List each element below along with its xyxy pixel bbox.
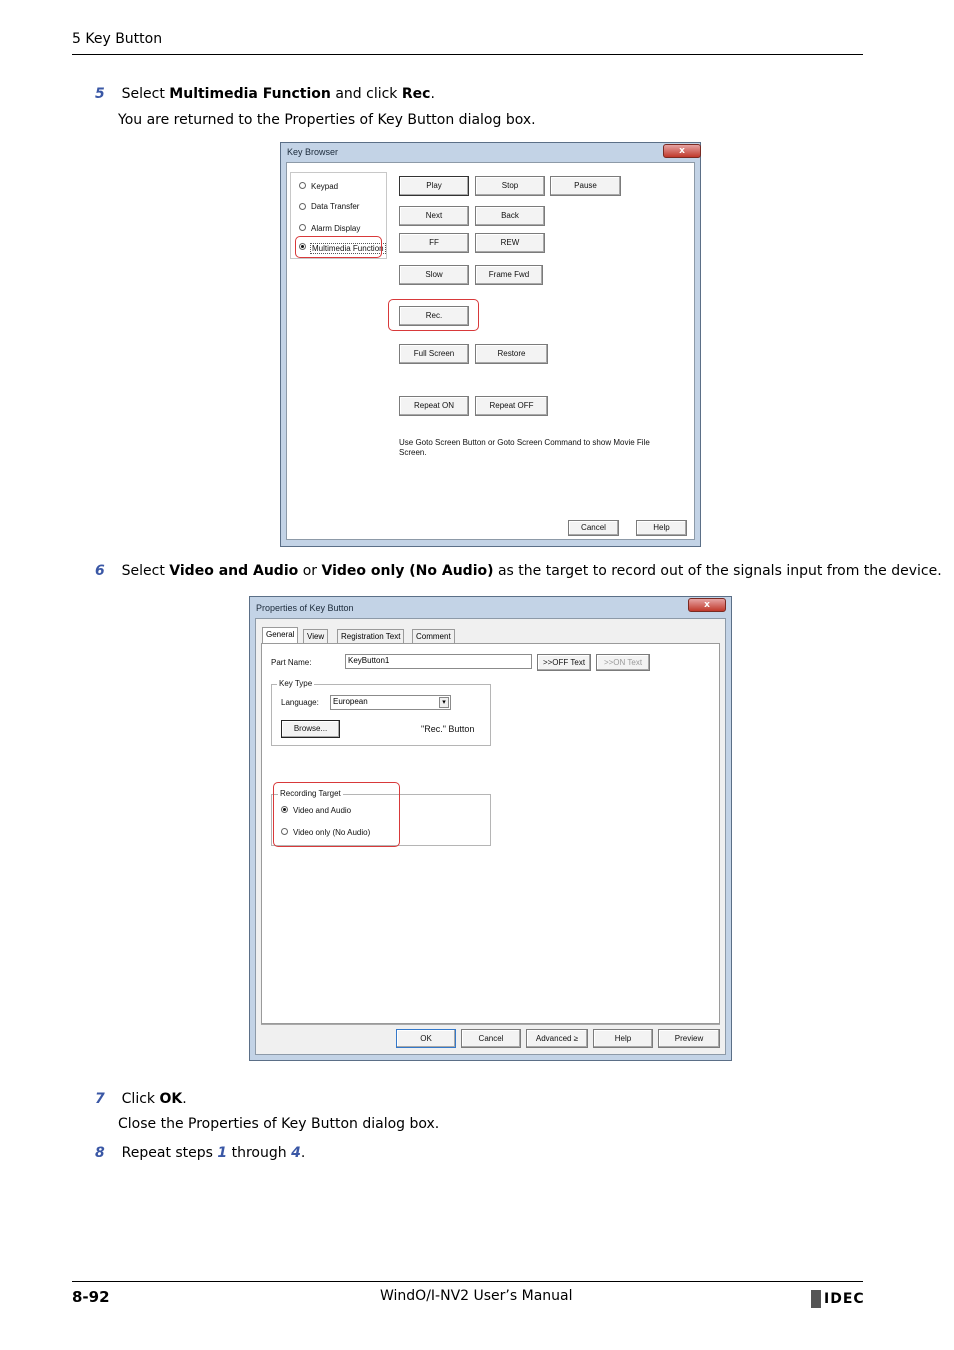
- step-8: [95, 1145, 305, 1161]
- step-bold-text: Multimedia Function: [169, 86, 331, 102]
- category-label: Alarm Display: [311, 224, 361, 233]
- selected-key-name: "Rec.": [421, 724, 446, 734]
- step-bold-text: Rec: [401, 86, 431, 102]
- logo-mark-icon: [811, 1290, 821, 1308]
- step-text: .: [300, 1145, 306, 1161]
- close-icon[interactable]: x: [688, 598, 726, 612]
- step-text: Repeat steps: [121, 1145, 218, 1161]
- play-button[interactable]: Play: [399, 176, 469, 196]
- divider: [261, 1024, 720, 1025]
- step-reference-link[interactable]: 4: [291, 1145, 301, 1161]
- highlight-rec: [388, 299, 479, 331]
- key-type-label: Key Type: [279, 679, 313, 688]
- rew-button[interactable]: REW: [475, 233, 545, 253]
- step-text: Select: [121, 86, 170, 102]
- tab-comment[interactable]: Comment: [412, 629, 455, 643]
- stop-button[interactable]: Stop: [475, 176, 545, 196]
- step-5: [95, 86, 435, 102]
- repeat-on-button[interactable]: Repeat ON: [399, 396, 469, 416]
- category-label: Data Transfer: [311, 202, 360, 211]
- manual-title: WindO/I-NV2 User’s Manual: [380, 1288, 573, 1304]
- step-bold-text: OK: [159, 1091, 183, 1107]
- chevron-down-icon[interactable]: ▾: [439, 697, 449, 708]
- tab-registration-text[interactable]: Registration Text: [337, 629, 404, 643]
- step-number: 7: [95, 1091, 105, 1107]
- step-bold-text: Video only (No Audio): [321, 563, 494, 579]
- tab-view[interactable]: View: [303, 629, 328, 643]
- step-text: and click: [330, 86, 402, 102]
- step-text: as the target to record out of the signals input from the device.: [493, 563, 942, 579]
- step-bold-text: Video and Audio: [169, 563, 299, 579]
- back-button[interactable]: Back: [475, 206, 545, 226]
- key-browser-note: Screen.: [399, 448, 427, 457]
- off-text-button[interactable]: >>OFF Text: [537, 654, 591, 671]
- idec-logo: [811, 1290, 863, 1308]
- radio-data-transfer[interactable]: [299, 203, 306, 210]
- restore-button[interactable]: Restore: [475, 344, 548, 364]
- step-number: 8: [95, 1145, 105, 1161]
- step-7: [95, 1091, 187, 1107]
- step-text: .: [430, 86, 435, 102]
- running-header: 5 Key Button: [72, 31, 163, 47]
- frame-fwd-button[interactable]: Frame Fwd: [475, 265, 543, 285]
- step-text: or: [298, 563, 322, 579]
- help-button[interactable]: Help: [636, 520, 687, 536]
- part-name-input[interactable]: KeyButton1: [345, 654, 532, 669]
- header-rule: [72, 54, 863, 55]
- page-number: 8-92: [72, 1288, 110, 1306]
- radio-keypad[interactable]: [299, 182, 306, 189]
- footer-rule: [72, 1281, 863, 1282]
- step-text: .: [182, 1091, 187, 1107]
- dialog-title: Properties of Key Button: [256, 603, 354, 613]
- step-6: [95, 563, 942, 579]
- cancel-button[interactable]: Cancel: [461, 1029, 521, 1048]
- selected-key-text: [421, 724, 474, 734]
- category-label: Keypad: [311, 182, 339, 191]
- category-label-selected: Multimedia Function: [312, 244, 384, 253]
- step-text: Click: [121, 1091, 160, 1107]
- key-browser-note: Use Goto Screen Button or Goto Screen Command to show Movie File: [399, 438, 650, 447]
- rec-option-label: Video and Audio: [293, 806, 352, 815]
- pause-button[interactable]: Pause: [550, 176, 621, 196]
- logo-text: IDEC: [824, 1291, 865, 1307]
- on-text-button[interactable]: >>ON Text: [596, 654, 650, 671]
- part-name-label: Part Name:: [271, 658, 312, 667]
- language-select[interactable]: [330, 695, 451, 710]
- full-screen-button[interactable]: Full Screen: [399, 344, 469, 364]
- radio-alarm-display[interactable]: [299, 224, 306, 231]
- repeat-off-button[interactable]: Repeat OFF: [475, 396, 548, 416]
- slow-button[interactable]: Slow: [399, 265, 469, 285]
- ff-button[interactable]: FF: [399, 233, 469, 253]
- preview-button[interactable]: Preview: [658, 1029, 720, 1048]
- browse-button[interactable]: Browse...: [281, 720, 340, 738]
- tab-general[interactable]: General: [262, 627, 298, 643]
- language-label: Language:: [281, 698, 319, 707]
- next-button[interactable]: Next: [399, 206, 469, 226]
- ok-button[interactable]: OK: [396, 1029, 456, 1048]
- highlight-recording-target: [273, 782, 400, 847]
- cancel-button[interactable]: Cancel: [568, 520, 619, 536]
- help-button[interactable]: Help: [593, 1029, 653, 1048]
- step-number: 6: [95, 563, 105, 579]
- highlight-multimedia: [295, 236, 382, 258]
- step-7-note: Close the Properties of Key Button dialog box.: [118, 1116, 440, 1132]
- close-icon[interactable]: x: [663, 144, 701, 158]
- advanced-button[interactable]: Advanced ≥: [526, 1029, 588, 1048]
- step-text: through: [227, 1145, 292, 1161]
- dialog-title: Key Browser: [287, 147, 339, 157]
- rec-option-label: Video only (No Audio): [293, 828, 371, 837]
- step-5-note: You are returned to the Properties of Key Button dialog box.: [118, 112, 536, 128]
- rec-button[interactable]: Rec.: [399, 306, 469, 326]
- step-reference-link[interactable]: 1: [217, 1145, 228, 1161]
- recording-target-label: Recording Target: [280, 789, 341, 798]
- step-text: Select: [121, 563, 170, 579]
- language-value: European: [333, 697, 368, 706]
- selected-key-suffix: Button: [448, 724, 475, 734]
- step-number: 5: [95, 86, 105, 102]
